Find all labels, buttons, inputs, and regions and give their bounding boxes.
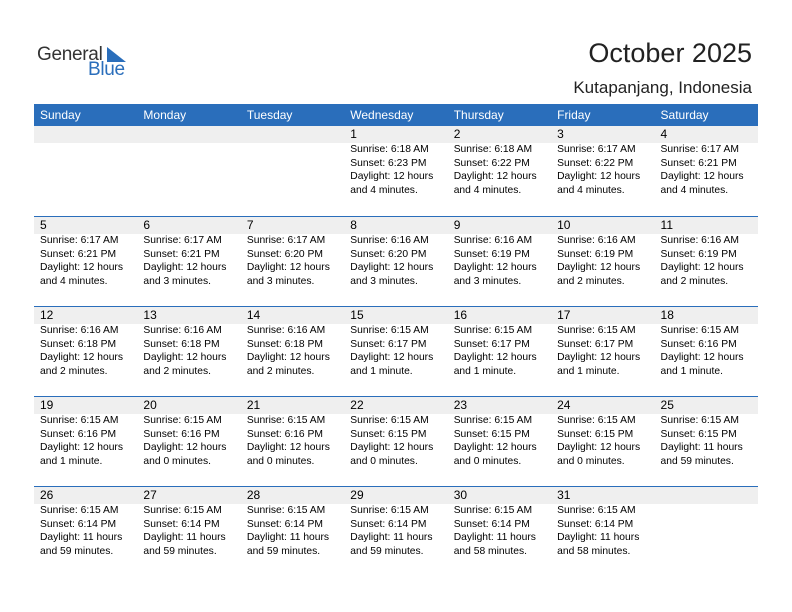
calendar xyxy=(34,104,758,576)
day-number: 13 xyxy=(143,308,157,322)
sunset-time: Sunset: 6:16 PM xyxy=(143,428,220,440)
daylight-hours: Daylight: 11 hours xyxy=(660,442,743,453)
daylight-hours: Daylight: 12 hours xyxy=(40,262,123,273)
day-number: 24 xyxy=(557,398,571,412)
sunset-time: Sunset: 6:14 PM xyxy=(350,518,427,530)
daylight-hours: Daylight: 11 hours xyxy=(40,532,123,543)
sunset-time: Sunset: 6:16 PM xyxy=(40,428,117,440)
daylight-minutes: and 1 minute. xyxy=(557,365,620,377)
sunrise-time: Sunrise: 6:15 AM xyxy=(40,505,119,516)
sunset-time: Sunset: 6:21 PM xyxy=(143,248,220,260)
sunrise-time: Sunrise: 6:16 AM xyxy=(143,325,222,336)
weekday-wednesday: Wednesday xyxy=(350,108,414,122)
daylight-minutes: and 4 minutes. xyxy=(40,275,108,287)
daylight-minutes: and 3 minutes. xyxy=(143,275,211,287)
sunset-time: Sunset: 6:18 PM xyxy=(40,338,117,350)
sunset-time: Sunset: 6:18 PM xyxy=(246,338,323,350)
sunset-time: Sunset: 6:15 PM xyxy=(660,428,737,440)
daylight-minutes: and 59 minutes. xyxy=(40,545,114,557)
sunrise-time: Sunrise: 6:16 AM xyxy=(453,235,533,246)
daylight-minutes: and 59 minutes. xyxy=(246,545,321,557)
daylight-hours: Daylight: 12 hours xyxy=(557,262,641,273)
sunrise-time: Sunrise: 6:15 AM xyxy=(557,415,636,426)
weekday-monday: Monday xyxy=(143,108,187,122)
day-number: 20 xyxy=(143,398,157,412)
day-cell xyxy=(448,307,551,396)
sunset-time: Sunset: 6:17 PM xyxy=(453,338,530,350)
daylight-hours: Daylight: 12 hours xyxy=(40,442,123,453)
sunset-time: Sunset: 6:22 PM xyxy=(453,157,530,169)
sunrise-time: Sunrise: 6:15 AM xyxy=(143,415,222,426)
sunset-time: Sunset: 6:15 PM xyxy=(350,428,427,440)
day-cell xyxy=(448,217,551,306)
sunset-time: Sunset: 6:15 PM xyxy=(453,428,530,440)
sunrise-time: Sunrise: 6:15 AM xyxy=(453,415,533,426)
location-label: Kutapanjang, Indonesia xyxy=(573,78,752,97)
day-cell xyxy=(344,217,447,306)
daylight-minutes: and 4 minutes. xyxy=(660,184,729,196)
calendar-week xyxy=(34,126,758,216)
day-number: 9 xyxy=(453,218,461,232)
sunrise-time: Sunrise: 6:15 AM xyxy=(350,505,429,516)
daylight-minutes: and 1 minute. xyxy=(660,365,723,377)
day-info xyxy=(350,414,447,468)
weekday-header xyxy=(34,104,758,126)
day-cell xyxy=(241,307,344,396)
daylight-hours: Daylight: 12 hours xyxy=(557,171,641,182)
daylight-minutes: and 59 minutes. xyxy=(143,545,217,557)
sunrise-time: Sunrise: 6:16 AM xyxy=(40,325,119,336)
daylight-hours: Daylight: 12 hours xyxy=(246,262,330,273)
sunset-time: Sunset: 6:23 PM xyxy=(350,157,427,169)
sunset-time: Sunset: 6:16 PM xyxy=(660,338,737,350)
day-number: 21 xyxy=(246,398,261,412)
daylight-hours: Daylight: 12 hours xyxy=(350,352,434,363)
day-number: 7 xyxy=(246,218,254,232)
day-info xyxy=(143,414,240,468)
sunrise-time: Sunrise: 6:15 AM xyxy=(557,325,636,336)
daylight-minutes: and 3 minutes. xyxy=(246,275,315,287)
day-info xyxy=(454,324,551,378)
daylight-hours: Daylight: 12 hours xyxy=(557,352,641,363)
sunset-time: Sunset: 6:18 PM xyxy=(143,338,220,350)
daylight-hours: Daylight: 12 hours xyxy=(350,262,434,273)
sunrise-time: Sunrise: 6:15 AM xyxy=(246,415,326,426)
daylight-minutes: and 1 minute. xyxy=(350,365,413,377)
day-info xyxy=(350,234,447,288)
weekday-sunday: Sunday xyxy=(40,108,81,122)
day-cell xyxy=(34,487,137,576)
day-cell xyxy=(137,487,240,576)
logo-text-general: General xyxy=(37,44,103,65)
day-number: 11 xyxy=(660,218,673,232)
weekday-friday: Friday xyxy=(557,108,591,122)
daylight-hours: Daylight: 12 hours xyxy=(453,262,537,273)
day-cell xyxy=(241,487,344,576)
day-info xyxy=(40,414,137,468)
day-number: 12 xyxy=(40,308,54,322)
calendar-week xyxy=(34,216,758,306)
day-info xyxy=(350,324,447,378)
day-info xyxy=(143,234,240,288)
sunrise-time: Sunrise: 6:15 AM xyxy=(453,325,533,336)
day-cell xyxy=(655,126,758,216)
day-cell xyxy=(344,126,447,216)
sunset-time: Sunset: 6:14 PM xyxy=(453,518,530,530)
daylight-minutes: and 58 minutes. xyxy=(453,545,527,557)
day-number: 15 xyxy=(350,308,364,322)
day-cell xyxy=(137,217,240,306)
daylight-hours: Daylight: 12 hours xyxy=(40,352,123,363)
sunrise-time: Sunrise: 6:15 AM xyxy=(660,325,739,336)
day-cell xyxy=(344,487,447,576)
calendar-week xyxy=(34,396,758,486)
calendar-week xyxy=(34,486,758,576)
day-info xyxy=(247,504,344,558)
daylight-hours: Daylight: 11 hours xyxy=(246,532,330,543)
empty-day-cell xyxy=(241,126,344,216)
sunset-time: Sunset: 6:14 PM xyxy=(557,518,634,530)
day-info xyxy=(143,504,240,558)
sunset-time: Sunset: 6:21 PM xyxy=(660,157,737,169)
day-number: 30 xyxy=(453,488,468,502)
sunset-time: Sunset: 6:21 PM xyxy=(40,248,117,260)
day-info xyxy=(454,143,551,197)
day-number: 1 xyxy=(350,127,357,141)
sunset-time: Sunset: 6:19 PM xyxy=(453,248,530,260)
daylight-hours: Daylight: 12 hours xyxy=(453,171,537,182)
daylight-minutes: and 0 minutes. xyxy=(246,455,315,467)
daylight-minutes: and 59 minutes. xyxy=(350,545,424,557)
day-cell xyxy=(655,307,758,396)
sunset-time: Sunset: 6:20 PM xyxy=(350,248,427,260)
daylight-hours: Daylight: 12 hours xyxy=(143,442,227,453)
sunrise-time: Sunrise: 6:15 AM xyxy=(40,415,119,426)
day-info xyxy=(661,234,758,288)
sunrise-time: Sunrise: 6:15 AM xyxy=(246,505,326,516)
daylight-hours: Daylight: 12 hours xyxy=(246,442,330,453)
daylight-hours: Daylight: 12 hours xyxy=(246,352,330,363)
page-title: October 2025 xyxy=(588,38,752,68)
daylight-minutes: and 4 minutes. xyxy=(453,184,522,196)
day-info xyxy=(454,234,551,288)
daylight-hours: Daylight: 11 hours xyxy=(143,532,226,543)
sunset-time: Sunset: 6:14 PM xyxy=(246,518,323,530)
sunset-time: Sunset: 6:20 PM xyxy=(246,248,323,260)
day-number: 25 xyxy=(660,398,674,412)
day-cell xyxy=(551,487,654,576)
day-info xyxy=(143,324,240,378)
day-cell xyxy=(448,487,551,576)
sunset-time: Sunset: 6:14 PM xyxy=(40,518,117,530)
day-info xyxy=(247,234,344,288)
day-info xyxy=(557,234,654,288)
day-number: 27 xyxy=(143,488,157,502)
daylight-hours: Daylight: 11 hours xyxy=(557,532,640,543)
empty-day-cell xyxy=(655,487,758,576)
day-cell xyxy=(655,217,758,306)
daylight-hours: Daylight: 12 hours xyxy=(660,352,744,363)
sunrise-time: Sunrise: 6:16 AM xyxy=(660,235,739,246)
day-info xyxy=(661,143,758,197)
daylight-hours: Daylight: 12 hours xyxy=(143,262,227,273)
daylight-hours: Daylight: 11 hours xyxy=(453,532,536,543)
day-info xyxy=(557,504,654,558)
logo xyxy=(37,44,137,80)
weekday-tuesday: Tuesday xyxy=(246,108,293,122)
sunrise-time: Sunrise: 6:15 AM xyxy=(350,415,429,426)
day-number: 3 xyxy=(557,127,564,141)
daylight-hours: Daylight: 12 hours xyxy=(350,171,434,182)
sunset-time: Sunset: 6:16 PM xyxy=(246,428,323,440)
sunrise-time: Sunrise: 6:15 AM xyxy=(350,325,429,336)
day-number: 28 xyxy=(246,488,261,502)
daylight-minutes: and 1 minute. xyxy=(453,365,517,377)
day-number: 19 xyxy=(40,398,54,412)
sunset-time: Sunset: 6:17 PM xyxy=(557,338,634,350)
empty-day-cell xyxy=(34,126,137,216)
day-cell xyxy=(137,307,240,396)
sunrise-time: Sunrise: 6:17 AM xyxy=(246,235,326,246)
day-info xyxy=(350,143,447,197)
sunrise-time: Sunrise: 6:17 AM xyxy=(143,235,222,246)
sunrise-time: Sunrise: 6:17 AM xyxy=(40,235,119,246)
day-cell xyxy=(551,217,654,306)
sunrise-time: Sunrise: 6:15 AM xyxy=(557,505,636,516)
daylight-minutes: and 2 minutes. xyxy=(246,365,315,377)
daylight-hours: Daylight: 12 hours xyxy=(660,262,744,273)
day-number: 4 xyxy=(660,127,668,141)
day-cell xyxy=(344,307,447,396)
daylight-minutes: and 4 minutes. xyxy=(350,184,418,196)
sunset-time: Sunset: 6:19 PM xyxy=(660,248,737,260)
daylight-hours: Daylight: 12 hours xyxy=(453,352,537,363)
daylight-hours: Daylight: 12 hours xyxy=(143,352,227,363)
sunrise-time: Sunrise: 6:15 AM xyxy=(143,505,222,516)
logo-text-blue: Blue xyxy=(88,59,125,80)
day-info xyxy=(40,234,137,288)
day-number: 18 xyxy=(660,308,674,322)
sunrise-time: Sunrise: 6:18 AM xyxy=(350,144,429,155)
daylight-minutes: and 0 minutes. xyxy=(350,455,418,467)
day-number: 10 xyxy=(557,218,571,232)
daylight-minutes: and 0 minutes. xyxy=(557,455,625,467)
day-cell xyxy=(655,397,758,486)
daylight-hours: Daylight: 12 hours xyxy=(453,442,537,453)
day-info xyxy=(557,414,654,468)
sunrise-time: Sunrise: 6:15 AM xyxy=(453,505,533,516)
daylight-hours: Daylight: 11 hours xyxy=(350,532,433,543)
sunrise-time: Sunrise: 6:15 AM xyxy=(660,415,739,426)
day-info xyxy=(454,504,551,558)
daylight-minutes: and 3 minutes. xyxy=(453,275,522,287)
day-number: 2 xyxy=(453,127,461,141)
day-cell xyxy=(137,397,240,486)
day-info xyxy=(247,414,344,468)
day-info xyxy=(661,414,758,468)
sunset-time: Sunset: 6:22 PM xyxy=(557,157,634,169)
day-cell xyxy=(448,126,551,216)
sunrise-time: Sunrise: 6:16 AM xyxy=(246,325,326,336)
weekday-thursday: Thursday xyxy=(453,108,504,122)
day-info xyxy=(40,324,137,378)
day-number: 16 xyxy=(453,308,468,322)
weekday-saturday: Saturday xyxy=(660,108,709,122)
day-number: 8 xyxy=(350,218,357,232)
daylight-minutes: and 0 minutes. xyxy=(453,455,522,467)
daylight-hours: Daylight: 12 hours xyxy=(350,442,434,453)
daylight-hours: Daylight: 12 hours xyxy=(557,442,641,453)
sunrise-time: Sunrise: 6:16 AM xyxy=(350,235,429,246)
day-cell xyxy=(344,397,447,486)
day-info xyxy=(40,504,137,558)
daylight-minutes: and 2 minutes. xyxy=(660,275,729,287)
sunrise-time: Sunrise: 6:17 AM xyxy=(660,144,739,155)
day-info xyxy=(557,143,654,197)
day-info xyxy=(247,324,344,378)
day-cell xyxy=(551,397,654,486)
day-number: 29 xyxy=(350,488,364,502)
day-number: 6 xyxy=(143,218,151,232)
day-number: 26 xyxy=(40,488,54,502)
daylight-minutes: and 4 minutes. xyxy=(557,184,625,196)
daylight-minutes: and 0 minutes. xyxy=(143,455,211,467)
day-cell xyxy=(551,307,654,396)
day-cell xyxy=(551,126,654,216)
day-number: 17 xyxy=(557,308,571,322)
sunrise-time: Sunrise: 6:18 AM xyxy=(453,144,533,155)
daylight-minutes: and 2 minutes. xyxy=(557,275,625,287)
sunset-time: Sunset: 6:15 PM xyxy=(557,428,634,440)
day-number: 22 xyxy=(350,398,364,412)
day-number: 31 xyxy=(557,488,571,502)
daylight-minutes: and 1 minute. xyxy=(40,455,103,467)
day-cell xyxy=(34,397,137,486)
day-number: 14 xyxy=(246,308,261,322)
sunset-time: Sunset: 6:14 PM xyxy=(143,518,220,530)
day-cell xyxy=(34,307,137,396)
sunrise-time: Sunrise: 6:16 AM xyxy=(557,235,636,246)
daylight-minutes: and 3 minutes. xyxy=(350,275,418,287)
day-cell xyxy=(34,217,137,306)
day-cell xyxy=(241,217,344,306)
sunrise-time: Sunrise: 6:17 AM xyxy=(557,144,636,155)
day-info xyxy=(454,414,551,468)
empty-day-cell xyxy=(137,126,240,216)
daylight-minutes: and 2 minutes. xyxy=(143,365,211,377)
daylight-minutes: and 58 minutes. xyxy=(557,545,631,557)
sunset-time: Sunset: 6:17 PM xyxy=(350,338,427,350)
day-info xyxy=(661,324,758,378)
day-cell xyxy=(241,397,344,486)
calendar-weeks xyxy=(34,126,758,576)
sunset-time: Sunset: 6:19 PM xyxy=(557,248,634,260)
daylight-minutes: and 2 minutes. xyxy=(40,365,108,377)
daylight-minutes: and 59 minutes. xyxy=(660,455,734,467)
day-info xyxy=(557,324,654,378)
day-number: 5 xyxy=(40,218,47,232)
daylight-hours: Daylight: 12 hours xyxy=(660,171,744,182)
day-cell xyxy=(448,397,551,486)
calendar-week xyxy=(34,306,758,396)
day-number: 23 xyxy=(453,398,468,412)
day-info xyxy=(350,504,447,558)
